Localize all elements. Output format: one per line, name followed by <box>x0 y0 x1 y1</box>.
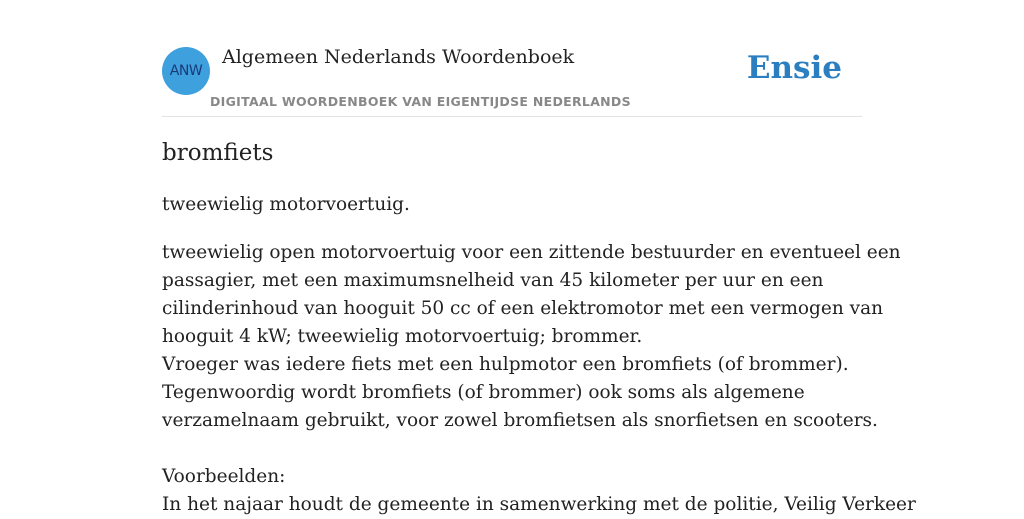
page-container <box>162 0 916 515</box>
spacer <box>162 435 862 463</box>
definition-line: passagier, met een maximumsnelheid van 45 kilometer per uur en een <box>162 270 824 291</box>
definition-line: Tegenwoordig wordt bromfiets (of brommer) ook soms als algemene <box>162 382 805 403</box>
headword: bromfiets <box>162 140 274 166</box>
definition-line: Vroeger was iedere fiets met een hulpmotor een bromfiets (of brommer). <box>162 354 849 375</box>
definition-line: tweewielig open motorvoertuig voor een zittende bestuurder en eventueel een <box>162 242 901 263</box>
site-header <box>162 0 862 117</box>
definition-line: hooguit 4 kW; tweewielig motorvoertuig; brommer. <box>162 326 643 347</box>
definition-line: cilinderinhoud van hooguit 50 cc of een elektromotor met een vermogen van <box>162 298 884 319</box>
site-title[interactable]: Algemeen Nederlands Woordenboek <box>222 46 575 68</box>
logo-text: ANW <box>169 63 203 79</box>
definition-line: verzamelnaam gebruikt, voor zowel bromfietsen als snorfietsen en scooters. <box>162 410 878 431</box>
ensie-brand-link[interactable]: Ensie <box>746 50 842 86</box>
anw-logo[interactable] <box>162 47 210 95</box>
long-definition <box>162 239 916 519</box>
short-definition: tweewielig motorvoertuig. <box>162 194 410 215</box>
site-subtitle: DIGITAAL WOORDENBOEK VAN EIGENTIJDSE NEDERLANDS <box>210 94 631 109</box>
example-line: In het najaar houdt de gemeente in samenwerking met de politie, Veilig Verkeer <box>162 494 916 515</box>
examples-label: Voorbeelden: <box>162 466 286 487</box>
